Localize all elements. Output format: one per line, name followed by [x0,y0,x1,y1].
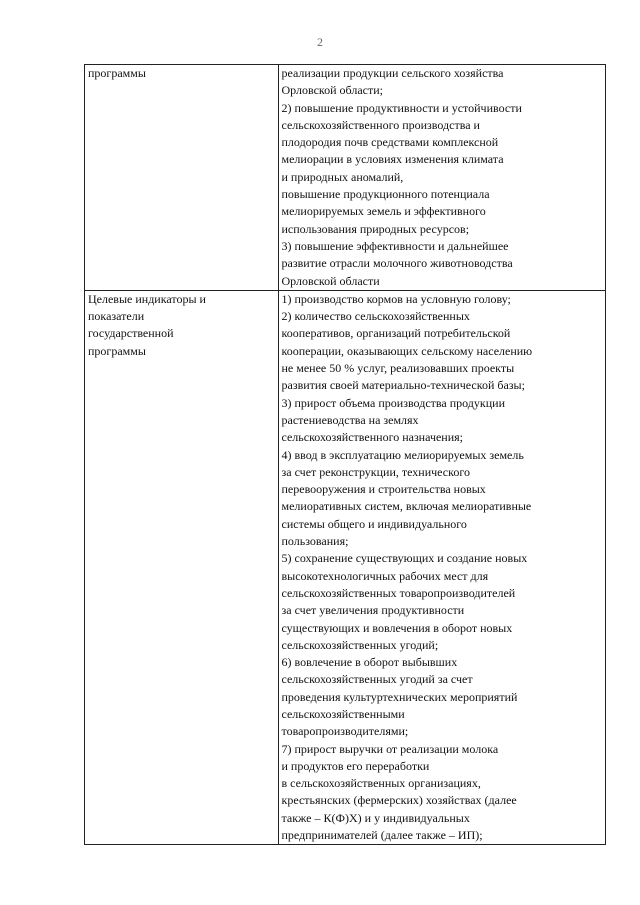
text-line: за счет реконструкции, технического [281,464,470,479]
text-line: сельскохозяйственных угодий за счет [281,672,473,687]
page-number: 2 [317,35,323,49]
row-value-cell [278,65,606,291]
text-line: крестьянских (фермерских) хозяйствах (далее [281,793,517,808]
text-line: Орловской области [281,273,380,288]
text-line: высокотехнологичных рабочих мест для [281,568,489,583]
label-line: Целевые индикаторы и [88,291,206,306]
label-line: показатели [88,309,145,324]
label-line: государственной [88,326,174,341]
text-line: 4) ввод в эксплуатацию мелиорируемых земель [281,447,524,462]
label-line: программы [88,66,146,80]
text-line: мелиорируемых земель и эффективного [281,204,486,219]
text-line: проведения культуртехнических мероприятий [281,689,518,704]
text-line: пользования; [281,534,349,549]
text-line: растениеводства на землях [281,412,419,427]
table-row [85,290,606,845]
text-line: товаропроизводителями; [281,724,409,739]
text-line: 7) прирост выручки от реализации молока [281,741,499,756]
text-line: и продуктов его переработки [281,758,430,773]
row-label-cell [85,290,279,845]
row-value-cell [278,290,606,845]
text-line: 2) количество сельскохозяйственных [281,309,470,324]
text-line: сельскохозяйственных угодий; [281,637,439,652]
text-line: повышение продукционного потенциала [281,187,490,202]
text-line: 3) прирост объема производства продукции [281,395,505,410]
row-label-cell [85,65,279,291]
text-line: 1) производство кормов на условную голову; [281,291,511,306]
text-line: 3) повышение эффективности и дальнейшее [281,238,509,253]
text-line: за счет увеличения продуктивности [281,603,465,618]
text-line: плодородия почв средствами комплексной [281,135,499,150]
text-line: 5) сохранение существующих и создание новых [281,551,528,566]
text-line: кооперативов, организаций потребительской [281,326,511,341]
text-line: сельскохозяйственными [281,706,405,721]
text-line: также – К(Ф)Х) и у индивидуальных [281,810,470,825]
text-line: использования природных ресурсов; [281,221,470,236]
text-line: Орловской области; [281,83,384,98]
text-line: сельскохозяйственных товаропроизводителей [281,585,516,600]
text-line: сельскохозяйственного назначения; [281,430,464,445]
text-line: и природных аномалий, [281,169,404,184]
text-line: реализации продукции сельского хозяйства [281,66,504,80]
text-line: развитие отрасли молочного животноводства [281,256,513,271]
text-line: предпринимателей (далее также – ИП); [281,828,483,843]
label-line: программы [88,343,146,358]
text-line: системы общего и индивидуального [281,516,467,531]
table-row [85,65,606,291]
text-line: мелиоративных систем, включая мелиоративные [281,499,532,514]
text-line: мелиорации в условиях изменения климата [281,152,504,167]
text-line: в сельскохозяйственных организациях, [281,776,481,791]
text-line: перевооружения и строительства новых [281,482,486,497]
text-line: сельскохозяйственного производства и [281,117,480,132]
text-line: не менее 50 % услуг, реализовавших проекты [281,361,515,376]
text-line: кооперации, оказывающих сельскому населению [281,343,533,358]
text-line: существующих и вовлечения в оборот новых [281,620,513,635]
text-line: развития своей материально-технической базы; [281,378,525,393]
text-line: 6) вовлечение в оборот выбывших [281,655,458,670]
program-passport-table [84,64,606,845]
text-line: 2) повышение продуктивности и устойчивости [281,100,522,115]
